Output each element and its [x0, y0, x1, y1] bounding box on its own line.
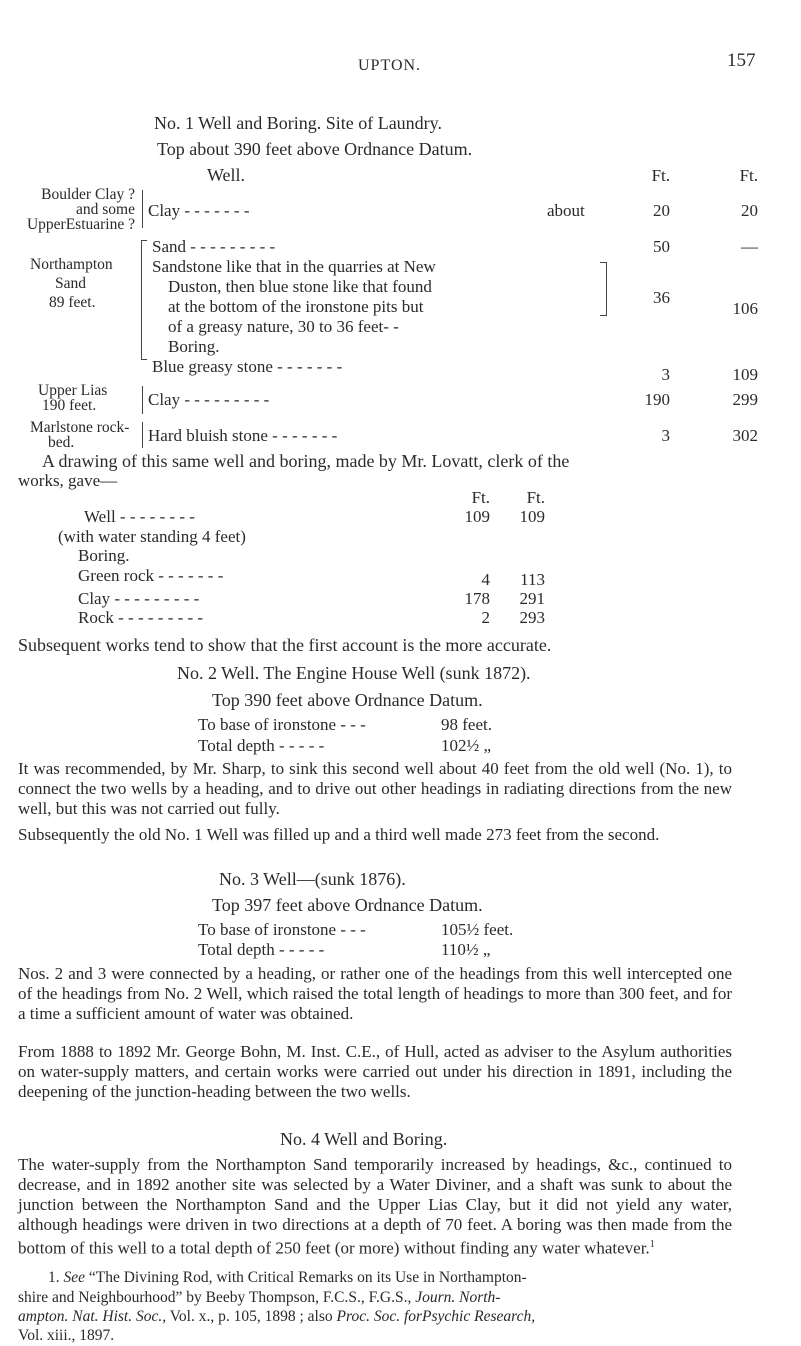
- stratum-desc-line: at the bottom of the ironstone pits but: [168, 297, 424, 316]
- stratum-total: 109: [732, 365, 758, 384]
- well-4-para: [18, 1155, 732, 1259]
- stratum-desc: Hard bluish stone - - - - - - -: [148, 426, 338, 445]
- stratum-ft: 20: [653, 201, 670, 220]
- drawing-row-ft: 178: [464, 589, 490, 608]
- well-2-base-label: To base of ironstone - - -: [198, 715, 366, 734]
- well-3-depth-value: 110½ „: [441, 940, 491, 959]
- drawing-conclusion: Subsequent works tend to show that the first account is the more accurate.: [18, 635, 552, 655]
- group-label: Upper Lias: [38, 382, 108, 399]
- well-2-top: Top 390 feet above Ordnance Datum.: [212, 690, 483, 710]
- stratum-desc-line: Boring.: [168, 337, 220, 356]
- brace: [141, 240, 147, 360]
- drawing-intro-2: works, gave—: [18, 471, 118, 490]
- footnote-journal: Journ. North-: [415, 1289, 501, 1306]
- drawing-row-desc: Green rock - - - - - - -: [78, 566, 224, 585]
- col-header-ft: Ft.: [471, 488, 490, 507]
- well-3-para-2: From 1888 to 1892 Mr. George Bohn, M. Inst. C.E., of Hull, acted as adviser to the Asylum authorities on water-supply matters, and certain works were carried out under his direction in 1891, including the deepening of the junction-heading between the two wells.: [18, 1042, 732, 1101]
- stratum-ft: 3: [661, 426, 670, 445]
- stratum-desc-line: Duston, then blue stone like that found: [168, 277, 432, 296]
- footnote-text-2: shire and Neighbourhood” by Beeby Thompson, F.C.S., F.G.S.,: [18, 1289, 412, 1306]
- stratum-ft: 190: [644, 390, 670, 409]
- stratum-desc: Clay - - - - - - - - -: [148, 390, 270, 409]
- stratum-desc: Blue greasy stone - - - - - - -: [152, 357, 343, 376]
- col-header-ft: Ft.: [651, 166, 670, 185]
- well-4-title: No. 4 Well and Boring.: [280, 1129, 448, 1149]
- stratum-ft: 36: [653, 288, 670, 307]
- well-3-depth-label: Total depth - - - - -: [198, 940, 325, 959]
- group-label: Sand: [55, 275, 86, 292]
- well-3-title: No. 3 Well—(sunk 1876).: [219, 869, 406, 889]
- brace: [600, 262, 607, 316]
- brace: [138, 190, 143, 228]
- drawing-row-total: 291: [519, 589, 545, 608]
- well-1-title: No. 1 Well and Boring. Site of Laundry.: [154, 113, 443, 133]
- drawing-row-total: 293: [519, 608, 545, 627]
- footnote-marker: 1.: [48, 1269, 60, 1286]
- well-3-top: Top 397 feet above Ordnance Datum.: [212, 895, 483, 915]
- drawing-row-ft: 109: [464, 507, 490, 526]
- stratum-about: about: [547, 201, 585, 220]
- drawing-row-desc: Clay - - - - - - - - -: [78, 589, 200, 608]
- col-header-ft-total: Ft.: [526, 488, 545, 507]
- drawing-row-ft: 2: [481, 608, 490, 627]
- group-label: 89 feet.: [49, 294, 96, 311]
- stratum-total: 106: [732, 299, 758, 318]
- footnote-text-4: Vol. xiii., 1897.: [18, 1327, 115, 1344]
- well-2-para-1: It was recommended, by Mr. Sharp, to sink this second well about 40 feet from the old well (No. 1), to connect the two wells by a heading, and to drive out other headings in radiating directions from the new well, but this was not carried out fully.: [18, 759, 732, 818]
- drawing-row-desc: Boring.: [78, 546, 130, 565]
- footnote-text-3: Vol. x., p. 105, 1898 ; also: [169, 1308, 333, 1325]
- group-label: Northampton: [30, 256, 113, 273]
- well-1-top: Top about 390 feet above Ordnance Datum.: [157, 139, 473, 159]
- well-2-title: No. 2 Well. The Engine House Well (sunk 1872).: [177, 663, 531, 683]
- well-2-base-value: 98 feet.: [441, 715, 492, 734]
- group-label: Boulder Clay ?: [41, 186, 135, 203]
- group-label: bed.: [48, 434, 75, 451]
- stratum-desc: Sand - - - - - - - - -: [152, 237, 276, 256]
- group-label: UpperEstuarine ?: [26, 216, 135, 233]
- footnote-text-1: “The Divining Rod, with Critical Remarks on its Use in Northampton-: [88, 1269, 527, 1286]
- well-4-para-text: The water-supply from the Northampton Sand temporarily increased by headings, &c., continued to decrease, and in 1892 another site was selected by a Water Diviner, and a shaft was sunk to about the junction between the Northampton Sand and the Upper Lias Clay, but it did not yield any water, although headings were driven in two directions at a depth of 70 feet. A boring was then made from the bottom of this well to a total depth of 250 feet (or more) without finding any water whatever.: [18, 1155, 732, 1258]
- stratum-desc-line: of a greasy nature, 30 to 36 feet- -: [168, 317, 399, 336]
- drawing-row-ft: 4: [481, 570, 490, 589]
- stratum-desc: Clay - - - - - - -: [148, 201, 250, 220]
- footnote-journal-2: ampton. Nat. Hist. Soc.,: [18, 1308, 167, 1325]
- drawing-intro: A drawing of this same well and boring, made by Mr. Lovatt, clerk of the: [42, 451, 570, 471]
- drawing-row-desc: Rock - - - - - - - - -: [78, 608, 204, 627]
- stratum-total: 20: [741, 201, 758, 220]
- well-3-base-label: To base of ironstone - - -: [198, 920, 366, 939]
- brace: [138, 422, 143, 448]
- well-3-para-1: Nos. 2 and 3 were connected by a heading, or rather one of the headings from this well intercepted one of the headings from No. 2 Well, which raised the total length of headings to more than 300 feet, and for a time a sufficient amount of water was obtained.: [18, 964, 732, 1023]
- group-label: 190 feet.: [42, 397, 97, 414]
- well-1-well-label: Well.: [207, 165, 246, 185]
- footnote-ref[interactable]: 1: [649, 1239, 655, 1250]
- drawing-row-desc: (with water standing 4 feet): [58, 527, 246, 546]
- page-number: 157: [727, 50, 756, 71]
- stratum-desc-line: Sandstone like that in the quarries at New: [152, 257, 436, 276]
- drawing-row-desc: Well - - - - - - - -: [84, 507, 195, 526]
- footnote-see: See: [63, 1269, 86, 1286]
- stratum-total: 299: [732, 390, 758, 409]
- well-2-depth-value: 102½ „: [441, 736, 492, 755]
- brace: [138, 386, 143, 414]
- running-title: UPTON.: [358, 57, 422, 74]
- well-2-depth-label: Total depth - - - - -: [198, 736, 325, 755]
- stratum-ft: 3: [661, 365, 670, 384]
- well-3-base-value: 105½ feet.: [441, 920, 514, 939]
- footnote-proc: Proc. Soc. forPsychic Research,: [336, 1308, 536, 1325]
- col-header-ft-total: Ft.: [739, 166, 758, 185]
- group-label: Marlstone rock-: [30, 419, 130, 436]
- stratum-total: 302: [732, 426, 758, 445]
- well-2-para-2: Subsequently the old No. 1 Well was filled up and a third well made 273 feet from the second.: [18, 825, 660, 844]
- stratum-total: —: [741, 237, 758, 256]
- drawing-row-total: 109: [519, 507, 545, 526]
- group-label: and some: [76, 201, 135, 218]
- stratum-ft: 50: [653, 237, 670, 256]
- drawing-row-total: 113: [520, 570, 545, 589]
